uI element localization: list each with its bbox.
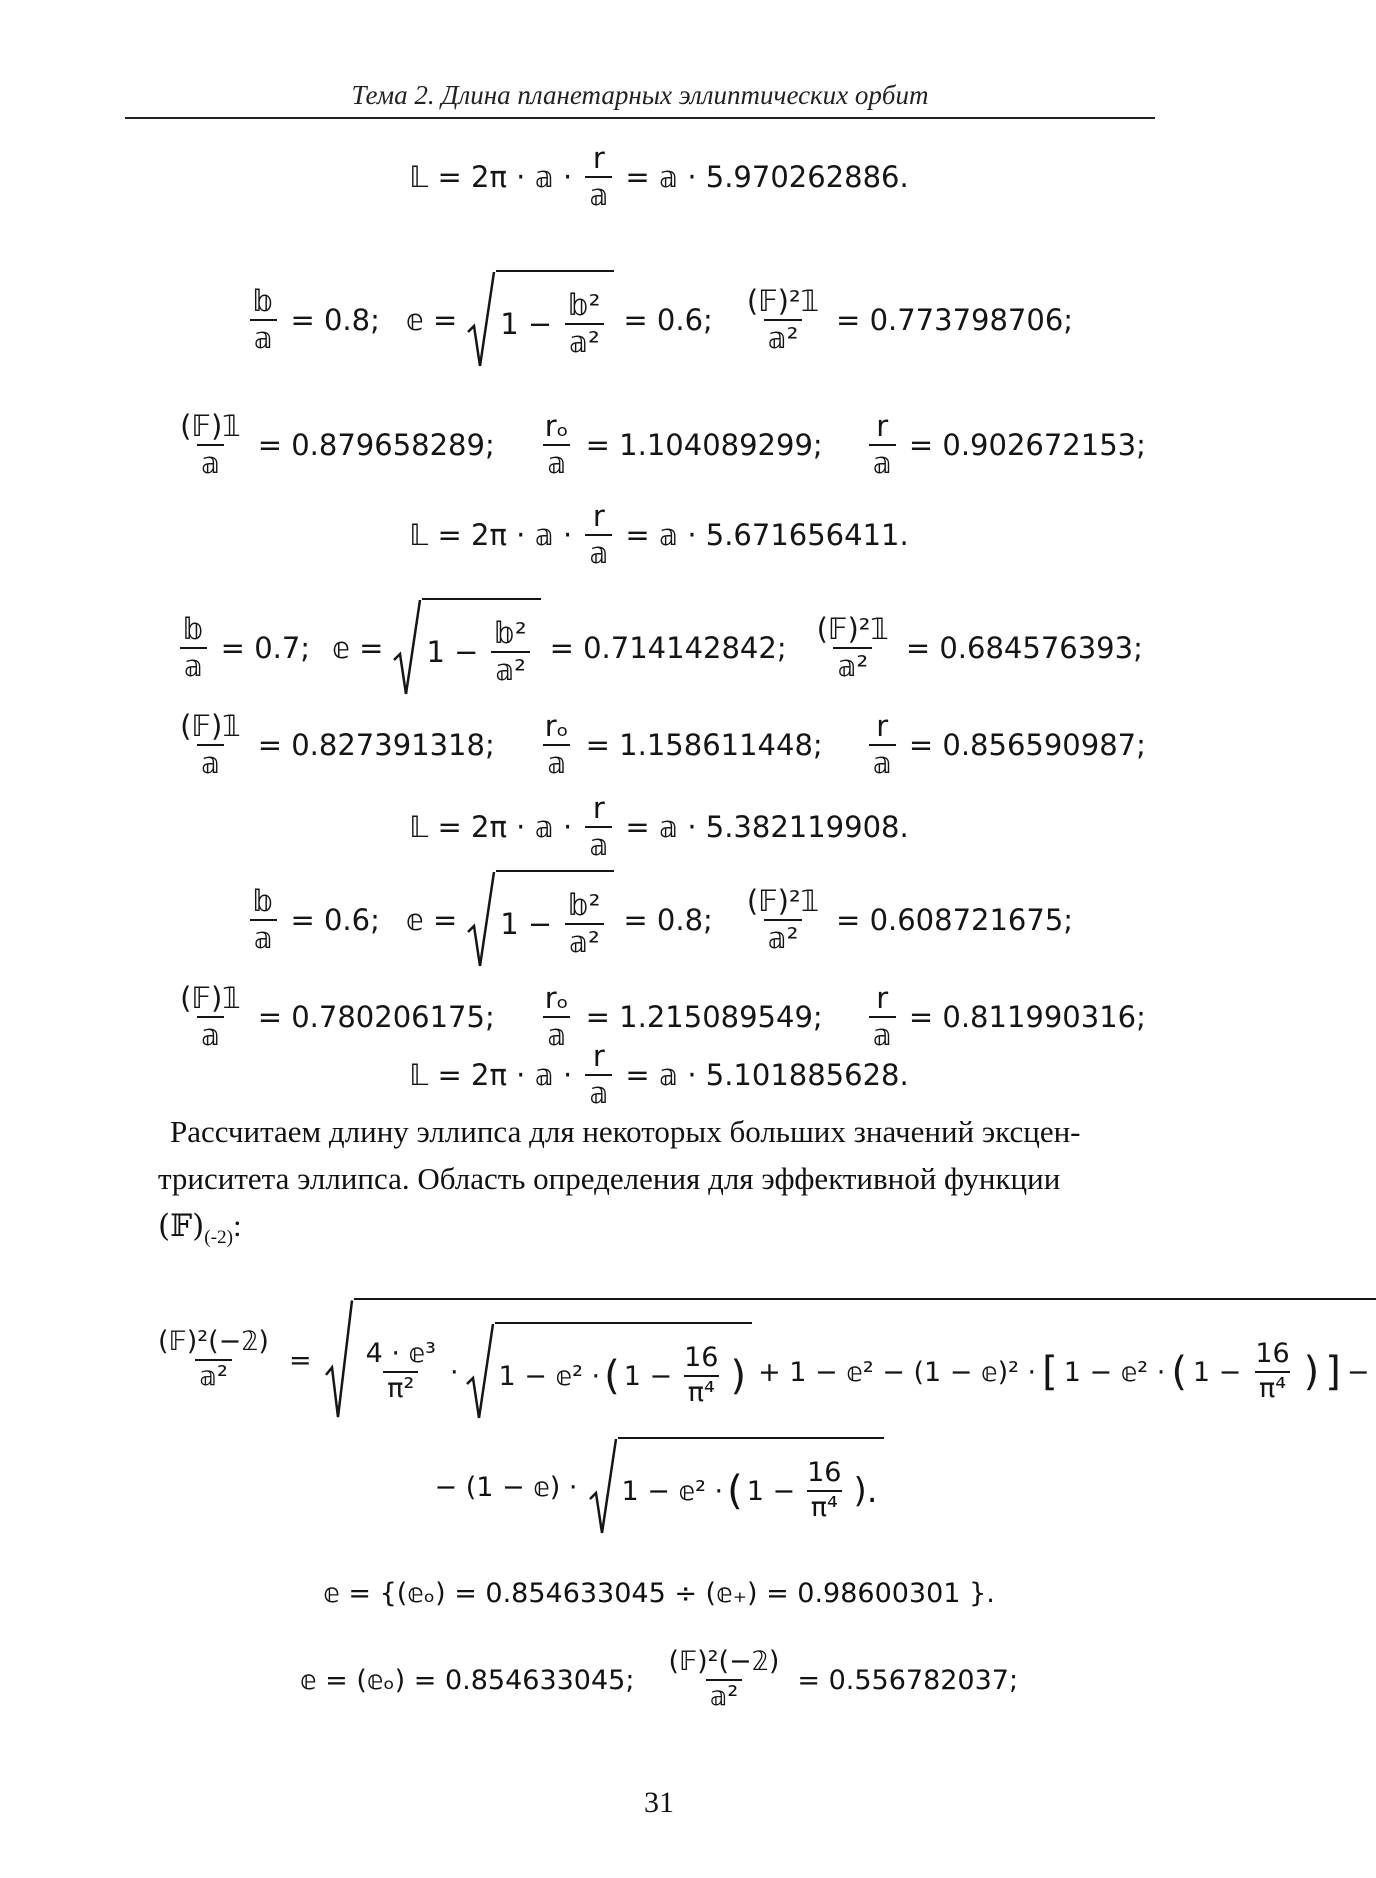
equals-sign: = <box>288 1344 312 1376</box>
colon: : <box>233 1208 242 1244</box>
length-lhs: 𝕃 = 2π · 𝕒 · <box>409 1058 573 1092</box>
r-numerator: r <box>592 499 605 534</box>
a2: 𝕒² <box>195 1359 232 1392</box>
f1-value: = 0.879658289; <box>257 428 495 462</box>
r-value: = 0.902672153; <box>908 428 1146 462</box>
f1: (𝔽)𝟙 <box>180 709 241 744</box>
f1-over-a <box>176 411 245 478</box>
a-denominator: 𝕒 <box>543 1016 570 1051</box>
a-denominator: 𝕒 <box>543 744 570 779</box>
function-subscript: (-2) <box>204 1227 233 1249</box>
f1-squared-value: = 0.684576393; <box>905 631 1143 665</box>
r-numerator: r <box>592 1039 605 1074</box>
a-denominator: 𝕒 <box>197 1016 224 1051</box>
b2: 𝕓² <box>568 288 601 323</box>
a2: 𝕒² <box>565 323 604 358</box>
a-denominator: 𝕒 <box>250 919 277 954</box>
paren-close: ) <box>730 1353 747 1399</box>
f1-squared-fraction <box>743 286 823 353</box>
bracket-close: ] <box>1325 1349 1341 1395</box>
lhs-fraction <box>154 1328 273 1391</box>
length-value: = 𝕒 · 5.671656411. <box>625 518 909 552</box>
minus-one-minus-e: − (1 − 𝕖) · <box>434 1471 578 1503</box>
r0-value: = 1.215089549; <box>585 1000 823 1034</box>
b-over-a-fraction <box>249 886 278 953</box>
f-minus2-squared: (𝔽)²(−𝟚) <box>158 1326 269 1358</box>
sixteen: 16 <box>684 1342 719 1374</box>
f1-squared-fraction <box>813 614 893 681</box>
r0: rₒ <box>544 981 569 1016</box>
inner-sqrt <box>465 1322 753 1422</box>
f-minus2-squared-value: = 0.556782037; <box>797 1664 1019 1696</box>
r-over-a <box>869 411 896 478</box>
formula-length-06 <box>0 1030 1318 1120</box>
page-number: 31 <box>644 1786 674 1819</box>
f1-squared-value: = 0.608721675; <box>836 903 1074 937</box>
f1-squared: (𝔽)²𝟙 <box>746 284 820 319</box>
r0: rₒ <box>544 409 569 444</box>
sixteen-over-pi4 <box>1251 1340 1293 1403</box>
a-denominator: 𝕒 <box>180 647 207 682</box>
f-minus2-squared-fraction <box>664 1648 783 1711</box>
r0-value: = 1.158611448; <box>585 728 823 762</box>
length-value: = 𝕒 · 5.101885628. <box>625 1058 909 1092</box>
b2-over-a2 <box>564 290 604 357</box>
formula-length-first <box>0 122 1318 232</box>
pi-squared: π² <box>383 1371 418 1404</box>
r-value: = 0.811990316; <box>908 1000 1146 1034</box>
a-denominator: 𝕒 <box>585 176 612 211</box>
eccentricity-label: 𝕖 = <box>405 903 458 937</box>
b-over-a-fraction <box>179 614 208 681</box>
eccentricity-sqrt <box>466 870 614 970</box>
eccentricity-final-row <box>0 1630 1318 1730</box>
f1-squared: (𝔽)²𝟙 <box>746 884 820 919</box>
length-value: = 𝕒 · 5.382119908. <box>625 810 909 844</box>
a2: 𝕒² <box>565 923 604 958</box>
b2: 𝕓² <box>568 888 601 923</box>
ratio-value: = 0.8; <box>290 303 380 337</box>
a-denominator: 𝕒 <box>543 444 570 479</box>
eccentricity-value: = 0.714142842; <box>549 631 787 665</box>
running-header: Тема 2. Длина планетарных эллиптических орбит <box>351 80 929 110</box>
one-minus: 1 − <box>1192 1356 1242 1388</box>
b2: 𝕓² <box>494 616 527 651</box>
f1-squared-value: = 0.773798706; <box>836 303 1074 337</box>
one-minus-e2: 1 − 𝕖² · <box>621 1475 724 1507</box>
f1-value: = 0.780206175; <box>257 1000 495 1034</box>
r-over-a <box>869 711 896 778</box>
paragraph-line-2: триситета эллипса. Область определения для эффективной функции <box>158 1161 1061 1197</box>
effective-function-formula <box>150 1290 1370 1430</box>
sixteen-over-pi4 <box>680 1344 722 1407</box>
a-denominator: 𝕒 <box>585 1074 612 1109</box>
a-denominator: 𝕒 <box>197 744 224 779</box>
paren-open: ( <box>1171 1349 1187 1395</box>
length-lhs: 𝕃 = 2π · 𝕒 · <box>409 160 573 194</box>
r-over-a-fraction <box>585 793 612 860</box>
b-over-a-fraction <box>249 286 278 353</box>
a-denominator: 𝕒 <box>869 444 896 479</box>
length-lhs: 𝕃 = 2π · 𝕒 · <box>409 518 573 552</box>
f1-value: = 0.827391318; <box>257 728 495 762</box>
eccentricity-value: = 0.6; <box>623 303 713 337</box>
paren-open: ( <box>604 1353 620 1399</box>
r-over-a-fraction <box>585 1041 612 1108</box>
one-minus: 1 − <box>623 1360 673 1392</box>
one-minus: 1 − <box>500 907 553 941</box>
r-over-a-fraction <box>585 501 612 568</box>
paren-close: ). <box>853 1471 878 1511</box>
r-value: = 0.856590987; <box>908 728 1146 762</box>
b-numerator: 𝕓 <box>252 884 274 919</box>
a2: 𝕒² <box>833 647 872 682</box>
one-minus: 1 − <box>746 1475 796 1507</box>
f1: (𝔽)𝟙 <box>180 409 241 444</box>
eccentricity-sqrt <box>466 270 614 370</box>
formula-length-08 <box>0 480 1318 590</box>
sixteen: 16 <box>1255 1338 1290 1370</box>
f1-over-a <box>176 711 245 778</box>
a2: 𝕒² <box>706 1679 743 1712</box>
a-denominator: 𝕒 <box>585 826 612 861</box>
r0-over-a <box>541 711 573 778</box>
paren-close: ) <box>1303 1349 1320 1395</box>
e3-over-pi2 <box>362 1340 440 1403</box>
sixteen-over-pi4 <box>803 1459 845 1522</box>
ratio-value: = 0.7; <box>220 631 311 665</box>
r-numerator: r <box>592 791 605 826</box>
function-symbol: (𝔽) <box>158 1208 205 1245</box>
length-lhs: 𝕃 = 2π · 𝕒 · <box>409 810 573 844</box>
a2: 𝕒² <box>491 651 530 686</box>
eccentricity-label: 𝕖 = <box>332 631 384 665</box>
a-denominator: 𝕒 <box>197 444 224 479</box>
eccentricity-e0: 𝕖 = (𝕖ₒ) = 0.854633045; <box>299 1664 635 1696</box>
r: r <box>876 409 889 444</box>
r-over-a-fraction <box>585 143 612 210</box>
paren-open: ( <box>727 1468 743 1514</box>
outer-sqrt <box>324 1298 1376 1422</box>
f1: (𝔽)𝟙 <box>180 981 241 1016</box>
a-denominator: 𝕒 <box>585 534 612 569</box>
a-denominator: 𝕒 <box>869 1016 896 1051</box>
a-denominator: 𝕒 <box>869 744 896 779</box>
a2: 𝕒² <box>764 919 803 954</box>
one-minus-e2: 1 − 𝕖² · <box>498 1360 601 1392</box>
one-minus: 1 − <box>426 635 479 669</box>
bracket-open: [ <box>1042 1349 1058 1395</box>
row2-sqrt <box>588 1437 884 1537</box>
eccentricity-label: 𝕖 = <box>405 303 458 337</box>
r: r <box>876 709 889 744</box>
r-numerator: r <box>592 141 605 176</box>
body-paragraph <box>158 1108 1153 1253</box>
paragraph-line-1: Рассчитаем длину эллипса для некоторых больших значений эксцен- <box>170 1114 1081 1149</box>
b-numerator: 𝕓 <box>183 612 204 647</box>
formula-row-ratio-08 <box>0 260 1318 380</box>
paragraph-line-3 <box>158 1202 1153 1252</box>
multiply-dot: · <box>449 1356 459 1388</box>
r0: rₒ <box>544 709 569 744</box>
f1-squared-fraction <box>743 886 823 953</box>
f-minus2-squared: (𝔽)²(−𝟚) <box>668 1646 780 1678</box>
four-e-cubed: 4 · 𝕖³ <box>365 1338 436 1370</box>
b-numerator: 𝕓 <box>252 284 274 319</box>
ratio-value: = 0.6; <box>290 903 380 937</box>
eccentricity-sqrt <box>392 598 540 698</box>
a-denominator: 𝕒 <box>250 319 277 354</box>
b2-over-a2 <box>490 618 530 685</box>
trailing-minus: − <box>1346 1356 1370 1388</box>
pi-fourth: π⁴ <box>1255 1371 1290 1404</box>
f1-squared: (𝔽)²𝟙 <box>816 612 889 647</box>
plus-part: + 1 − 𝕖² − (1 − 𝕖)² · <box>758 1356 1037 1388</box>
effective-function-formula-continued <box>0 1432 1318 1542</box>
length-value: = 𝕒 · 5.970262886. <box>625 160 909 194</box>
one-minus: 1 − <box>500 307 553 341</box>
r0-value: = 1.104089299; <box>585 428 823 462</box>
b2-over-a2 <box>564 890 604 957</box>
pi-fourth: π⁴ <box>684 1375 719 1408</box>
header-rule <box>125 117 1155 119</box>
pi-fourth: π⁴ <box>807 1490 842 1523</box>
eccentricity-range: 𝕖 = {(𝕖ₒ) = 0.854633045 ÷ (𝕖₊) = 0.98600301 }. <box>323 1577 995 1609</box>
eccentricity-value: = 0.8; <box>623 903 713 937</box>
one-minus-e2: 1 − 𝕖² · <box>1063 1356 1166 1388</box>
a2: 𝕒² <box>764 319 803 354</box>
r0-over-a <box>541 411 573 478</box>
r: r <box>876 981 889 1016</box>
sixteen: 16 <box>807 1457 842 1489</box>
